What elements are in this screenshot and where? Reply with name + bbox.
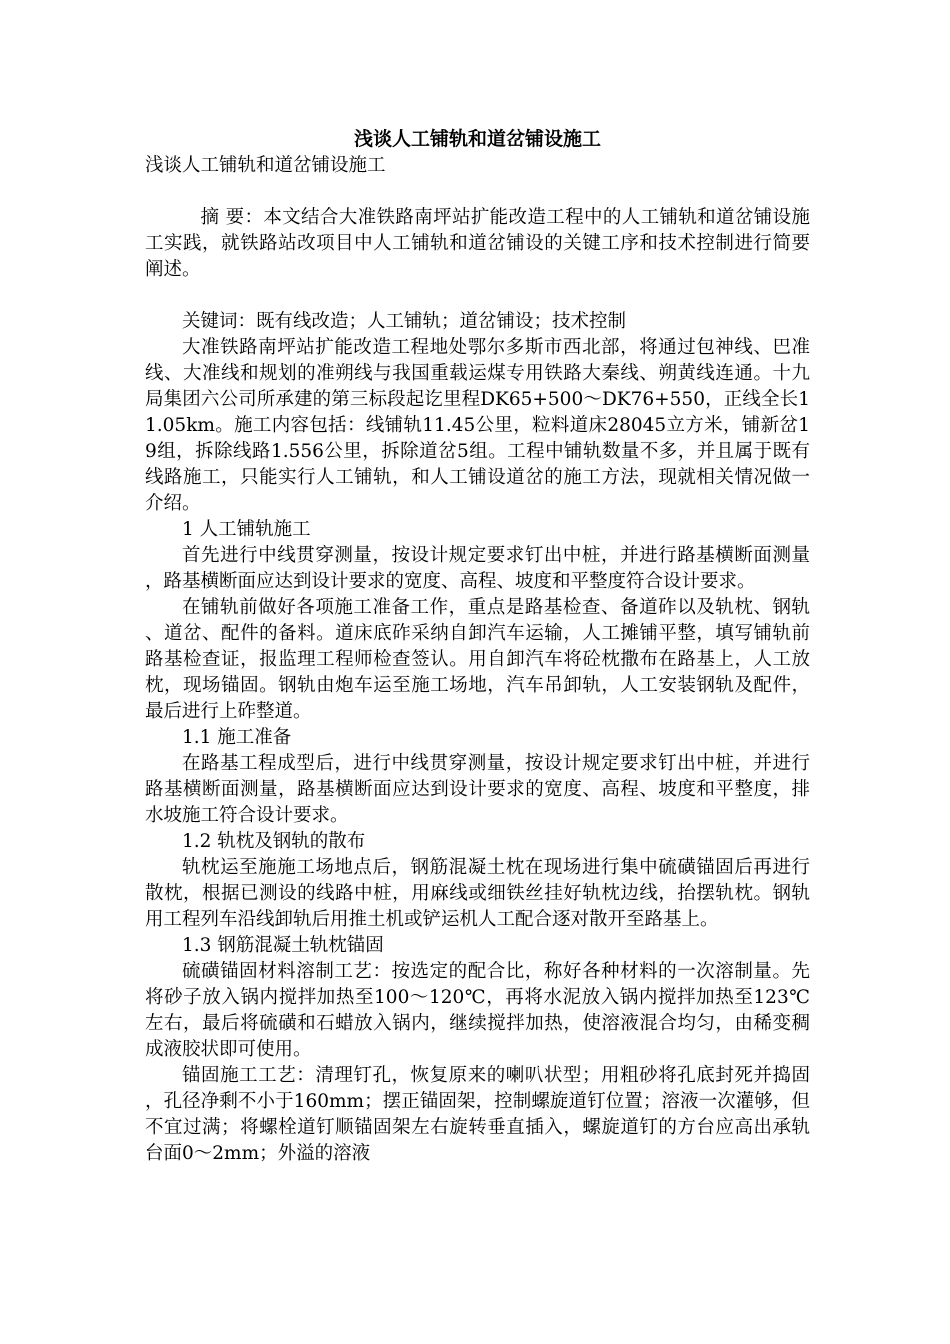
document-title: 浅谈人工铺轨和道岔铺设施工 (353, 128, 601, 150)
keywords-line: 关键词：既有线改造；人工铺轨；道岔铺设；技术控制 (182, 311, 627, 332)
body-paragraph: 在铺轨前做好各项施工准备工作，重点是路基检查、备道砟以及轨枕、钢轨、道岔、配件的备料。道床底砟采纳自卸汽车运输，人工摊铺平整，填写铺轨前路基检查证，报监理工程师检查签认。用自卸汽车将砼枕撒布在路基上，人工放枕，现场锚固。钢轨由炮车运至施工场地，汽车吊卸轨，人工安装钢轨及配件，最后进行上砟整道。 (145, 597, 810, 722)
document-subtitle: 浅谈人工铺轨和道岔铺设施工 (145, 155, 386, 176)
body-paragraph: 硫磺锚固材料溶制工艺：按选定的配合比，称好各种材料的一次溶制量。先将砂子放入锅内搅拌加热至100～120℃，再将水泥放入锅内搅拌加热至123℃左右，最后将硫磺和石蜡放入锅内，继续搅拌加热，使溶液混合均匀，由稀变稠成液胶状即可使用。 (145, 961, 810, 1060)
abstract-paragraph: 摘 要：本文结合大准铁路南坪站扩能改造工程中的人工铺轨和道岔铺设施工实践，就铁路站改项目中人工铺轨和道岔铺设的关键工序和技术控制进行简要阐述。 (145, 207, 810, 280)
body-paragraph-intro: 大准铁路南坪站扩能改造工程地处鄂尔多斯市西北部，将通过包神线、巴准线、大准线和规划的准朔线与我国重载运煤专用铁路大秦线、朔黄线连通。十九局集团六公司所承建的第三标段起讫里程DK65+500～DK76+550，正线全长11.05km。施工内容包括：线铺轨11.45公里，粒料道床28045立方米，铺新岔19组，拆除线路1.556公里，拆除道岔5组。工程中铺轨数量不多，并且属于既有线路施工，只能实行人工铺轨，和人工铺设道岔的施工方法，现就相关情况做一介绍。 (145, 337, 810, 514)
document-page (145, 125, 810, 1167)
section-heading-1-2: 1.2 轨枕及钢轨的散布 (182, 831, 366, 852)
section-heading-1-3: 1.3 钢筋混凝土轨枕锚固 (182, 935, 384, 956)
blank-line (145, 283, 810, 309)
body-paragraph: 在路基工程成型后，进行中线贯穿测量，按设计规定要求钉出中桩，并进行路基横断面测量，路基横断面应达到设计要求的宽度、高程、坡度和平整度，排水坡施工符合设计要求。 (145, 753, 810, 826)
section-heading-1-1: 1.1 施工准备 (182, 727, 292, 748)
body-paragraph: 轨枕运至施施工场地点后，钢筋混凝土枕在现场进行集中硫磺锚固后再进行散枕，根据已测设的线路中桩，用麻线或细铁丝挂好轨枕边线，抬摆轨枕。钢轨用工程列车沿线卸轨后用推土机或铲运机人工配合逐对散开至路基上。 (145, 857, 810, 930)
blank-line (145, 179, 810, 205)
body-paragraph: 锚固施工工艺：清理钉孔，恢复原来的喇叭状型；用粗砂将孔底封死并捣固，孔径净剩不小于160mm；摆正锚固架，控制螺旋道钉位置；溶液一次灌够，但不宜过满；将螺栓道钉顺锚固架左右旋转垂直插入，螺旋道钉的方台应高出承轨台面0～2mm；外溢的溶液 (145, 1065, 810, 1164)
body-paragraph: 首先进行中线贯穿测量，按设计规定要求钉出中桩，并进行路基横断面测量，路基横断面应达到设计要求的宽度、高程、坡度和平整度符合设计要求。 (145, 545, 810, 592)
section-heading-1: 1 人工铺轨施工 (182, 519, 311, 540)
